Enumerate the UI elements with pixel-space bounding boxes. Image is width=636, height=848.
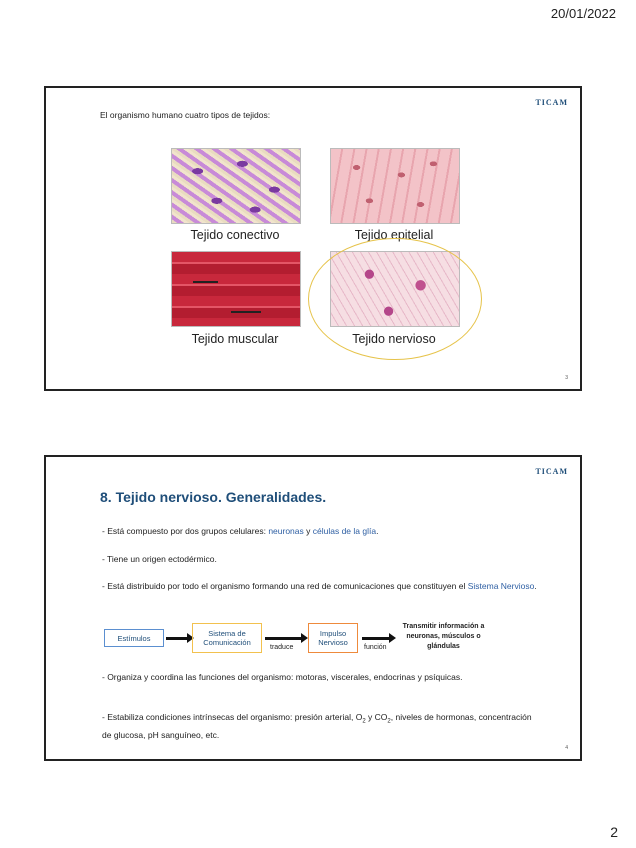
slide-nerve-tissue bbox=[44, 455, 582, 761]
flow-arrow-3 bbox=[362, 637, 390, 640]
slide-number: 4 bbox=[565, 745, 568, 751]
flow-arrow-1 bbox=[166, 637, 188, 640]
slide-title: 8. Tejido nervioso. Generalidades. bbox=[100, 489, 327, 505]
logo: TICAM bbox=[535, 467, 568, 476]
bullet-stability: - Estabiliza condiciones intrínsecas del organismo: presión arterial, $O_2$ y $CO_2$, niveles de hormonas, concentración de glucosa, pH sanguíneo, etc. bbox=[102, 712, 532, 740]
flow-box-estimulos: Estímulos bbox=[104, 629, 164, 647]
flow-label-funcion: función bbox=[364, 644, 387, 651]
connective-tissue-image bbox=[171, 148, 301, 224]
epithelial-tissue-image bbox=[330, 148, 460, 224]
flow-box-impulso: Impulso Nervioso bbox=[308, 623, 358, 653]
highlight-circle bbox=[308, 238, 482, 360]
flow-goal-text: Transmitir información a neuronas, músculos o glándulas bbox=[402, 623, 485, 650]
caption-muscular: Tejido muscular bbox=[191, 332, 279, 346]
header-date: 20/01/2022 bbox=[550, 6, 616, 21]
flow-label-traduce: traduce bbox=[270, 644, 294, 651]
caption-epitelial: Tejido epitelial bbox=[354, 228, 434, 242]
flow-arrow-2 bbox=[265, 637, 302, 640]
muscle-tissue-image bbox=[171, 251, 301, 327]
caption-conectivo: Tejido conectivo bbox=[190, 228, 280, 242]
slide-intro-text: El organismo humano cuatro tipos de tejidos: bbox=[100, 110, 271, 120]
page-number: 2 bbox=[610, 824, 618, 840]
slide-tissue-types bbox=[44, 86, 582, 391]
bullet-composition: - Está compuesto por dos grupos celulares: neuronas y células de la glía. bbox=[102, 526, 379, 536]
bullet-coordination: - Organiza y coordina las funciones del organismo: motoras, viscerales, endocrinas y psíquicas. bbox=[102, 672, 463, 682]
caption-nervioso: Tejido nervioso bbox=[352, 332, 436, 346]
logo: TICAM bbox=[535, 98, 568, 107]
flow-box-sistema: Sistema de Comunicación bbox=[192, 623, 262, 653]
bullet-distribution: - Está distribuido por todo el organismo formando una red de comunicaciones que constituyen el Sistema Nervioso. bbox=[102, 581, 537, 591]
bullet-origin: - Tiene un origen ectodérmico. bbox=[102, 554, 217, 564]
slide-number: 3 bbox=[565, 375, 568, 381]
